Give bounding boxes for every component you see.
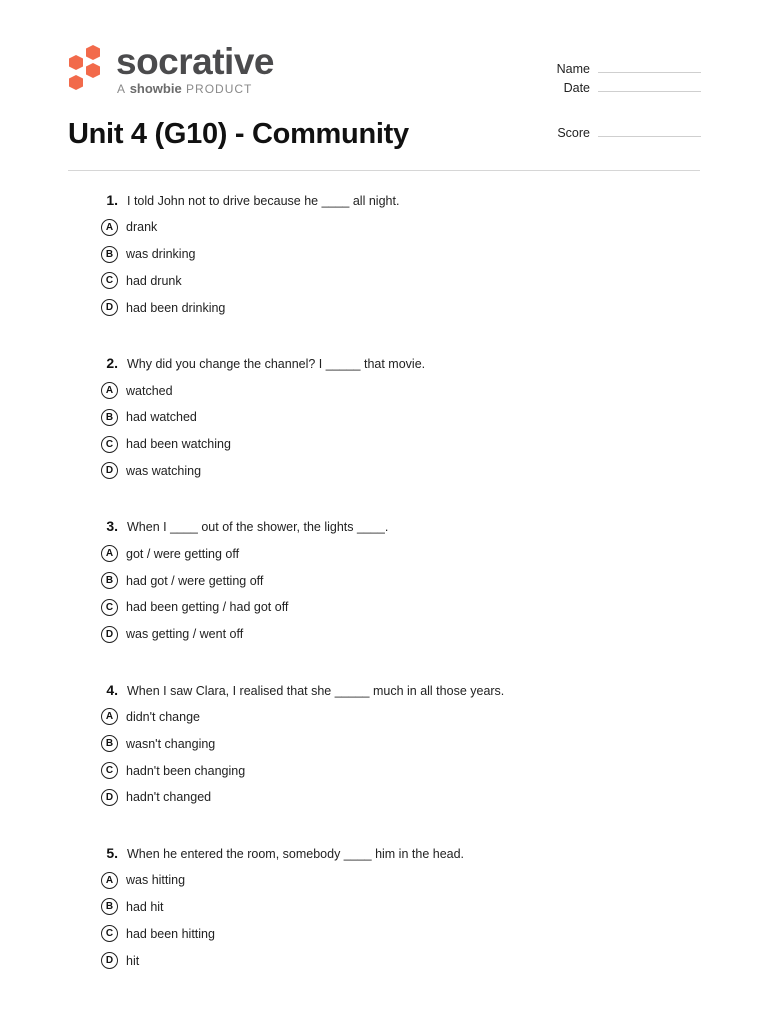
option-letter-circle[interactable]: C bbox=[101, 762, 118, 779]
option-text: drank bbox=[126, 220, 158, 235]
hexagon-cluster-icon bbox=[66, 44, 106, 96]
option-letter-circle[interactable]: A bbox=[101, 219, 118, 236]
question-number: 5. bbox=[106, 844, 118, 861]
question-text: When I saw Clara, I realised that she _____ much in all those years. bbox=[127, 683, 505, 698]
option-text: had been drinking bbox=[126, 300, 226, 315]
option-letter-circle[interactable]: C bbox=[101, 436, 118, 453]
tagline-prefix: A bbox=[117, 82, 126, 96]
socrative-logo bbox=[66, 42, 306, 98]
question-row bbox=[100, 192, 700, 214]
name-label: Name bbox=[556, 62, 590, 76]
option-text: had hit bbox=[126, 899, 164, 914]
answer-option[interactable] bbox=[100, 757, 700, 784]
question-list bbox=[100, 192, 700, 1008]
option-letter-circle[interactable]: D bbox=[101, 789, 118, 806]
question-number: 1. bbox=[106, 192, 118, 208]
answer-option[interactable] bbox=[100, 730, 700, 757]
question-4 bbox=[100, 682, 700, 811]
question-row bbox=[100, 682, 700, 704]
option-letter-circle[interactable]: B bbox=[101, 898, 118, 915]
option-letter-circle[interactable]: C bbox=[101, 599, 118, 616]
option-text: had drunk bbox=[126, 273, 182, 288]
option-letter-circle[interactable]: C bbox=[101, 272, 118, 289]
question-number: 4. bbox=[106, 681, 118, 698]
question-text: I told John not to drive because he ____ all night. bbox=[127, 194, 400, 208]
question-5 bbox=[100, 845, 700, 974]
option-text: was getting / went off bbox=[126, 627, 244, 642]
tagline-suffix: PRODUCT bbox=[186, 82, 253, 96]
option-letter-circle[interactable]: A bbox=[101, 545, 118, 562]
question-row bbox=[100, 355, 700, 377]
score-field bbox=[557, 126, 701, 140]
option-text: wasn't changing bbox=[126, 736, 216, 751]
option-text: was watching bbox=[126, 463, 202, 478]
answer-option[interactable] bbox=[100, 431, 700, 458]
question-3 bbox=[100, 518, 700, 647]
question-1 bbox=[100, 192, 700, 321]
option-letter-circle[interactable]: A bbox=[101, 708, 118, 725]
option-text: got / were getting off bbox=[126, 546, 240, 561]
answer-option[interactable] bbox=[100, 594, 700, 621]
option-letter-circle[interactable]: B bbox=[101, 735, 118, 752]
answer-option[interactable] bbox=[100, 241, 700, 268]
answer-option[interactable] bbox=[100, 377, 700, 404]
answer-option[interactable] bbox=[100, 947, 700, 974]
option-letter-circle[interactable]: B bbox=[101, 246, 118, 263]
question-row bbox=[100, 845, 700, 867]
date-line bbox=[598, 90, 701, 92]
score-label: Score bbox=[557, 126, 590, 140]
question-text: Why did you change the channel? I _____ that movie. bbox=[127, 357, 426, 372]
date-field bbox=[564, 81, 701, 95]
date-label: Date bbox=[563, 81, 590, 95]
question-number: 2. bbox=[106, 355, 118, 372]
option-text: hadn't changed bbox=[126, 790, 212, 805]
option-letter-circle[interactable]: A bbox=[101, 382, 118, 399]
option-text: hadn't been changing bbox=[126, 763, 246, 778]
option-letter-circle[interactable]: A bbox=[101, 872, 118, 889]
answer-option[interactable] bbox=[100, 894, 700, 921]
option-letter-circle[interactable]: D bbox=[101, 626, 118, 643]
brand-tagline bbox=[117, 82, 252, 96]
option-text: was hitting bbox=[126, 873, 186, 888]
answer-option[interactable] bbox=[100, 704, 700, 731]
option-text: had been getting / had got off bbox=[126, 600, 289, 615]
option-text: didn't change bbox=[126, 709, 200, 724]
header-divider bbox=[68, 170, 700, 171]
quiz-title: Unit 4 (G10) - Community bbox=[68, 118, 409, 150]
name-line bbox=[598, 71, 701, 73]
question-row bbox=[100, 518, 700, 540]
option-text: hit bbox=[126, 953, 140, 968]
option-text: had been watching bbox=[126, 437, 231, 452]
option-letter-circle[interactable]: C bbox=[101, 925, 118, 942]
answer-option[interactable] bbox=[100, 920, 700, 947]
option-text: was drinking bbox=[126, 247, 196, 262]
option-text: had been hitting bbox=[126, 926, 215, 941]
answer-option[interactable] bbox=[100, 458, 700, 485]
option-text: had got / were getting off bbox=[126, 573, 264, 588]
answer-option[interactable] bbox=[100, 784, 700, 811]
answer-option[interactable] bbox=[100, 540, 700, 567]
option-letter-circle[interactable]: B bbox=[101, 409, 118, 426]
brand-name: socrative bbox=[116, 41, 274, 82]
answer-option[interactable] bbox=[100, 294, 700, 321]
option-letter-circle[interactable]: D bbox=[101, 462, 118, 479]
tagline-brand: showbie bbox=[129, 81, 182, 96]
option-text: watched bbox=[126, 383, 173, 398]
option-text: had watched bbox=[126, 410, 197, 425]
answer-option[interactable] bbox=[100, 268, 700, 295]
option-letter-circle[interactable]: B bbox=[101, 572, 118, 589]
answer-option[interactable] bbox=[100, 214, 700, 241]
question-number: 3. bbox=[106, 518, 118, 535]
name-field bbox=[557, 62, 701, 76]
answer-option[interactable] bbox=[100, 867, 700, 894]
answer-option[interactable] bbox=[100, 567, 700, 594]
question-text: When he entered the room, somebody ____ him in the head. bbox=[127, 846, 465, 861]
answer-option[interactable] bbox=[100, 404, 700, 431]
score-line bbox=[598, 135, 701, 137]
option-letter-circle[interactable]: D bbox=[101, 952, 118, 969]
option-letter-circle[interactable]: D bbox=[101, 299, 118, 316]
question-text: When I ____ out of the shower, the lights ____. bbox=[127, 520, 389, 535]
question-2 bbox=[100, 355, 700, 484]
answer-option[interactable] bbox=[100, 621, 700, 648]
